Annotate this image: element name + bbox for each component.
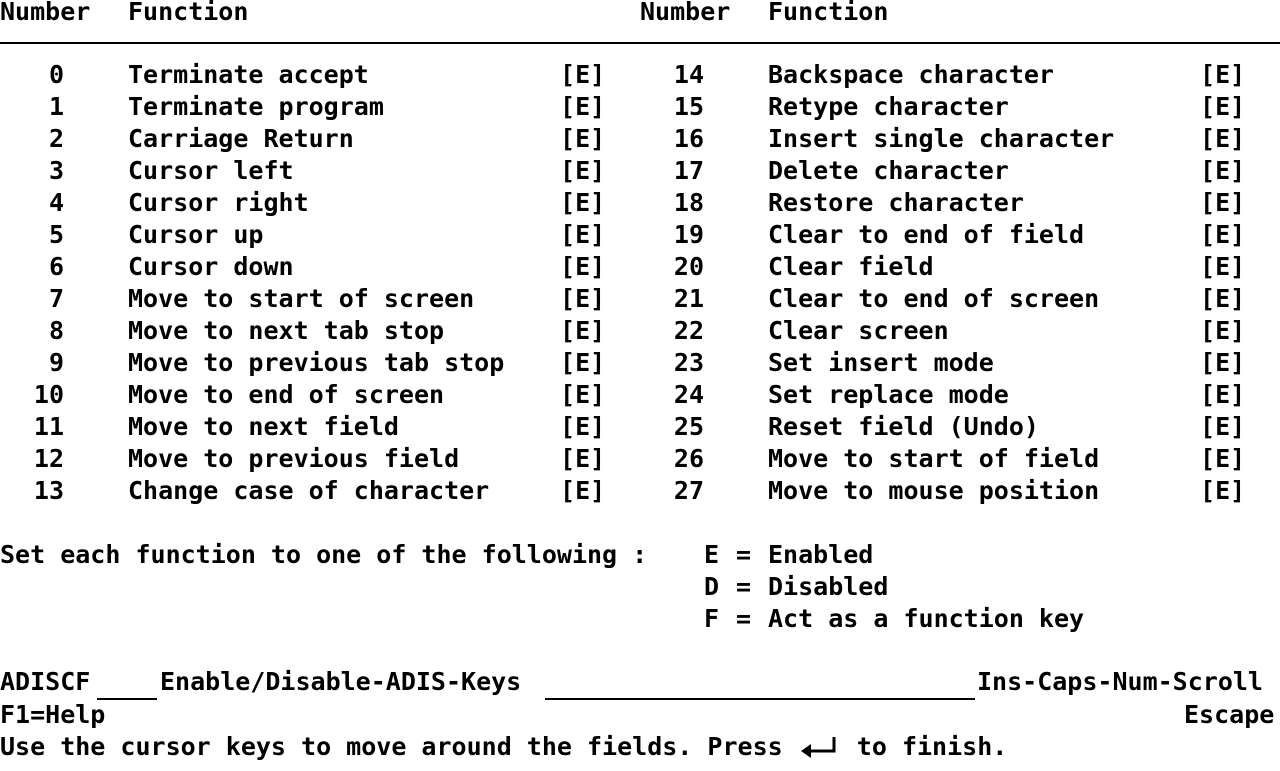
field-bracket: [ [1200, 412, 1216, 441]
field-bracket: ] [590, 284, 606, 313]
function-name: Move to end of screen [128, 380, 445, 409]
field-bracket: [ [560, 60, 576, 89]
function-setting-value[interactable]: E [1215, 60, 1231, 89]
function-setting-value[interactable]: E [1215, 252, 1231, 281]
function-number: 26 [673, 444, 704, 473]
field-bracket: [ [560, 348, 576, 377]
help-key[interactable]: F1=Help [0, 700, 106, 729]
function-setting-field[interactable] [1200, 411, 1245, 443]
function-setting-value[interactable]: E [1215, 92, 1231, 121]
function-setting-field[interactable] [560, 219, 605, 251]
function-name: Move to previous field [128, 444, 460, 473]
function-name: Reset field (Undo) [768, 412, 1039, 441]
function-setting-value[interactable]: E [1215, 444, 1231, 473]
function-name: Move to next tab stop [128, 316, 445, 345]
instruction-text-end: to finish. [856, 732, 1008, 761]
function-number: 13 [33, 476, 64, 505]
function-name: Cursor down [128, 252, 294, 281]
field-bracket: [ [1200, 220, 1216, 249]
function-setting-field[interactable] [1200, 379, 1245, 411]
field-bracket: ] [590, 60, 606, 89]
function-setting-field[interactable] [1200, 347, 1245, 379]
legend-meaning-f: Act as a function key [768, 604, 1085, 633]
field-bracket: [ [560, 316, 576, 345]
field-bracket: [ [1200, 348, 1216, 377]
function-setting-field[interactable] [560, 379, 605, 411]
field-bracket: [ [1200, 188, 1216, 217]
function-number: 22 [673, 316, 704, 345]
function-number: 2 [48, 124, 64, 153]
function-number: 4 [48, 188, 64, 217]
function-setting-field[interactable] [1200, 123, 1245, 155]
field-bracket: ] [1230, 348, 1246, 377]
escape-key[interactable]: Escape [1184, 700, 1275, 729]
function-number: 11 [33, 412, 64, 441]
function-name: Move to next field [128, 412, 399, 441]
field-bracket: ] [1230, 252, 1246, 281]
function-setting-value[interactable]: E [575, 156, 591, 185]
function-name: Terminate program [128, 92, 384, 121]
function-setting-value[interactable]: E [575, 188, 591, 217]
screen-title: Enable/Disable-ADIS-Keys [160, 667, 522, 696]
legend-intro: Set each function to one of the following : [0, 540, 648, 569]
function-header-right: Function [768, 0, 889, 26]
field-bracket: [ [560, 284, 576, 313]
function-setting-value[interactable]: E [1215, 316, 1231, 345]
function-setting-value[interactable]: E [575, 476, 591, 505]
number-header-right: Number [640, 0, 731, 26]
function-setting-field[interactable] [1200, 251, 1245, 283]
function-name: Set replace mode [768, 380, 1009, 409]
function-setting-value[interactable]: E [575, 92, 591, 121]
function-setting-field[interactable] [1200, 59, 1245, 91]
function-name: Cursor left [128, 156, 294, 185]
field-bracket: ] [590, 316, 606, 345]
function-number: 17 [673, 156, 704, 185]
function-number: 14 [673, 60, 704, 89]
field-bracket: ] [590, 348, 606, 377]
field-bracket: [ [1200, 252, 1216, 281]
function-name: Insert single character [768, 124, 1115, 153]
function-number: 7 [48, 284, 64, 313]
function-number: 9 [48, 348, 64, 377]
function-setting-value[interactable]: E [575, 348, 591, 377]
function-setting-field[interactable] [560, 315, 605, 347]
field-bracket: [ [560, 252, 576, 281]
function-name: Move to start of field [768, 444, 1100, 473]
function-setting-field[interactable] [560, 475, 605, 507]
function-setting-value[interactable]: E [1215, 412, 1231, 441]
function-setting-value[interactable]: E [575, 60, 591, 89]
legend-equals: = [736, 572, 752, 601]
function-setting-field[interactable] [1200, 283, 1245, 315]
field-bracket: [ [560, 412, 576, 441]
function-number: 27 [673, 476, 704, 505]
function-name: Clear to end of field [768, 220, 1085, 249]
function-number: 12 [33, 444, 64, 473]
field-bracket: [ [1200, 476, 1216, 505]
function-number: 18 [673, 188, 704, 217]
function-setting-field[interactable] [560, 251, 605, 283]
function-setting-field[interactable] [560, 187, 605, 219]
function-setting-value[interactable]: E [1215, 380, 1231, 409]
function-setting-field[interactable] [560, 59, 605, 91]
function-number: 16 [673, 124, 704, 153]
field-bracket: [ [560, 476, 576, 505]
function-setting-value[interactable]: E [1215, 284, 1231, 313]
function-name: Terminate accept [128, 60, 369, 89]
function-setting-value[interactable]: E [1215, 476, 1231, 505]
function-number: 21 [673, 284, 704, 313]
field-bracket: [ [560, 92, 576, 121]
function-setting-field[interactable] [560, 283, 605, 315]
function-number: 0 [48, 60, 64, 89]
status-rule [97, 698, 157, 700]
function-name: Restore character [768, 188, 1024, 217]
function-number: 19 [673, 220, 704, 249]
enter-key-icon [798, 731, 842, 763]
function-number: 23 [673, 348, 704, 377]
field-bracket: ] [590, 124, 606, 153]
field-bracket: ] [590, 92, 606, 121]
field-bracket: ] [590, 476, 606, 505]
field-bracket: ] [1230, 284, 1246, 313]
field-bracket: [ [1200, 156, 1216, 185]
function-name: Move to previous tab stop [128, 348, 505, 377]
function-name: Set insert mode [768, 348, 994, 377]
field-bracket: ] [1230, 188, 1246, 217]
function-setting-field[interactable] [1200, 475, 1245, 507]
function-setting-value[interactable]: E [575, 252, 591, 281]
field-bracket: [ [1200, 444, 1216, 473]
legend-code-e: E [704, 540, 720, 569]
function-name: Clear screen [768, 316, 949, 345]
function-setting-value[interactable]: E [575, 316, 591, 345]
status-bar [0, 667, 1280, 714]
field-bracket: [ [560, 124, 576, 153]
function-number: 6 [48, 252, 64, 281]
instruction-line [0, 731, 1007, 763]
function-setting-value[interactable]: E [575, 284, 591, 313]
function-setting-field[interactable] [560, 443, 605, 475]
field-bracket: ] [590, 188, 606, 217]
field-bracket: [ [560, 444, 576, 473]
function-setting-value[interactable]: E [1215, 124, 1231, 153]
function-name: Clear field [768, 252, 934, 281]
field-bracket: ] [1230, 220, 1246, 249]
field-bracket: ] [1230, 156, 1246, 185]
field-bracket: ] [1230, 124, 1246, 153]
function-setting-field[interactable] [560, 155, 605, 187]
function-setting-field[interactable] [560, 123, 605, 155]
function-number: 25 [673, 412, 704, 441]
function-name: Change case of character [128, 476, 490, 505]
field-bracket: ] [1230, 60, 1246, 89]
function-number: 24 [673, 380, 704, 409]
field-bracket: ] [590, 252, 606, 281]
function-setting-value[interactable]: E [1215, 220, 1231, 249]
function-setting-value[interactable]: E [1215, 156, 1231, 185]
function-setting-field[interactable] [1200, 315, 1245, 347]
status-rule [545, 698, 975, 700]
function-setting-value[interactable]: E [1215, 188, 1231, 217]
function-name: Clear to end of screen [768, 284, 1100, 313]
field-bracket: ] [1230, 412, 1246, 441]
function-number: 20 [673, 252, 704, 281]
instruction-text: Use the cursor keys to move around the fields. Press [0, 732, 783, 761]
field-bracket: [ [1200, 380, 1216, 409]
field-bracket: [ [1200, 60, 1216, 89]
header-divider [0, 42, 1280, 44]
legend-meaning-d: Disabled [768, 572, 889, 601]
function-setting-value[interactable]: E [1215, 348, 1231, 377]
function-name: Retype character [768, 92, 1009, 121]
function-setting-field[interactable] [560, 91, 605, 123]
field-bracket: ] [1230, 92, 1246, 121]
field-bracket: ] [590, 220, 606, 249]
function-number: 1 [48, 92, 64, 121]
field-bracket: [ [560, 220, 576, 249]
field-bracket: ] [590, 380, 606, 409]
function-setting-value[interactable]: E [575, 220, 591, 249]
field-bracket: ] [590, 412, 606, 441]
function-name: Carriage Return [128, 124, 354, 153]
function-name: Cursor right [128, 188, 309, 217]
number-header-left: Number [0, 0, 91, 26]
field-bracket: ] [590, 444, 606, 473]
function-setting-field[interactable] [1200, 91, 1245, 123]
function-header-left: Function [128, 0, 249, 26]
function-number: 15 [673, 92, 704, 121]
function-setting-value[interactable]: E [575, 380, 591, 409]
field-bracket: ] [1230, 444, 1246, 473]
keyboard-indicators: Ins-Caps-Num-Scroll [977, 667, 1263, 696]
function-setting-field[interactable] [1200, 155, 1245, 187]
function-setting-field[interactable] [560, 347, 605, 379]
function-name: Cursor up [128, 220, 264, 249]
field-bracket: ] [1230, 316, 1246, 345]
field-bracket: ] [1230, 476, 1246, 505]
field-bracket: [ [1200, 92, 1216, 121]
function-number: 8 [48, 316, 64, 345]
legend-code-f: F [704, 604, 720, 633]
field-bracket: [ [1200, 284, 1216, 313]
function-setting-field[interactable] [1200, 219, 1245, 251]
legend-equals: = [736, 604, 752, 633]
program-name: ADISCF [0, 667, 91, 696]
field-bracket: [ [560, 380, 576, 409]
function-name: Move to mouse position [768, 476, 1100, 505]
function-setting-value[interactable]: E [575, 444, 591, 473]
function-setting-value[interactable]: E [575, 124, 591, 153]
field-bracket: ] [1230, 380, 1246, 409]
field-bracket: [ [1200, 316, 1216, 345]
field-bracket: [ [1200, 124, 1216, 153]
function-setting-field[interactable] [1200, 443, 1245, 475]
function-number: 3 [48, 156, 64, 185]
field-bracket: [ [560, 188, 576, 217]
function-name: Move to start of screen [128, 284, 475, 313]
function-setting-field[interactable] [560, 411, 605, 443]
field-bracket: [ [560, 156, 576, 185]
legend-meaning-e: Enabled [768, 540, 874, 569]
legend-code-d: D [704, 572, 720, 601]
legend-equals: = [736, 540, 752, 569]
function-number: 10 [33, 380, 64, 409]
function-name: Delete character [768, 156, 1009, 185]
field-bracket: ] [590, 156, 606, 185]
function-name: Backspace character [768, 60, 1054, 89]
function-setting-field[interactable] [1200, 187, 1245, 219]
function-number: 5 [48, 220, 64, 249]
function-setting-value[interactable]: E [575, 412, 591, 441]
